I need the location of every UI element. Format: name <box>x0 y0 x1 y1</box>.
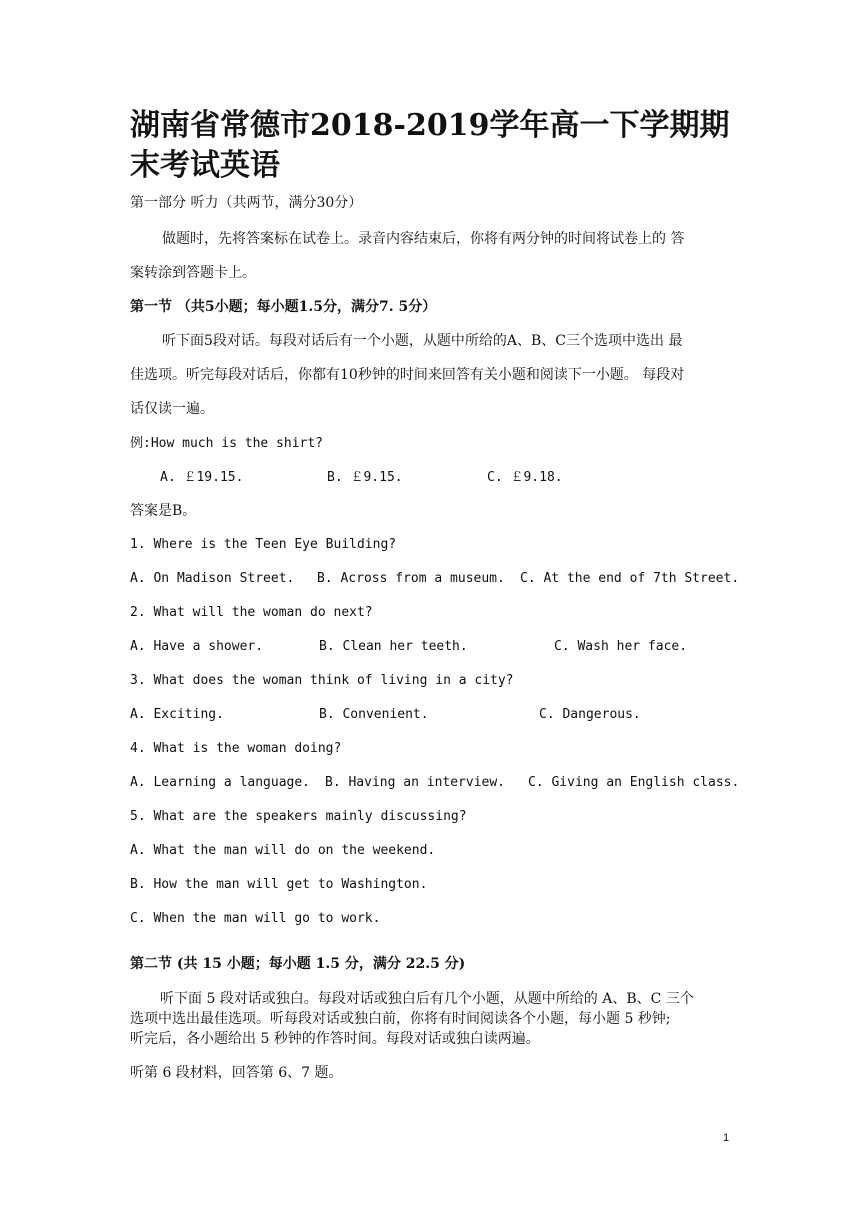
example-option-a: A. ￡19.15. <box>160 470 244 485</box>
question-5-option-c: C. When the man will go to work. <box>130 911 381 926</box>
section2-line-2: 选项中选出最佳选项。听每段对话或独白前，你将有时间阅读各个小题，每小题 5 秒钟; <box>130 1011 671 1027</box>
question-3-option-a: A. Exciting. <box>130 707 224 722</box>
question-4: 4. What is the woman doing? <box>130 741 342 756</box>
example-answer: 答案是B。 <box>130 503 197 519</box>
question-3: 3. What does the woman think of living in a city? <box>130 673 514 688</box>
section2-heading: 第二节 (共 15 小题；每小题 1.5 分，满分 22.5 分) <box>130 956 466 972</box>
question-4-option-c: C. Giving an English class. <box>528 775 740 790</box>
section1-line-1: 听下面5段对话。每段对话后有一个小题，从题中所给的A、B、C三个选项中选出 最 <box>162 333 683 349</box>
question-5-option-b: B. How the man will get to Washington. <box>130 877 428 892</box>
page-number: 1 <box>723 1132 730 1144</box>
part1-heading: 第一部分 听力（共两节，满分30分） <box>130 195 363 211</box>
question-4-option-a: A. Learning a language. <box>130 775 311 790</box>
question-1: 1. Where is the Teen Eye Building? <box>130 537 397 552</box>
section1-line-3: 话仅读一遍。 <box>130 401 214 417</box>
question-3-option-b: B. Convenient. <box>319 707 429 722</box>
instruction-line-1: 做题时，先将答案标在试卷上。录音内容结束后，你将有两分钟的时间将试卷上的 答 <box>162 231 685 247</box>
question-1-option-c: C. At the end of 7th Street. <box>520 571 740 586</box>
section2-line-1: 听下面 5 段对话或独白。每段对话或独白后有几个小题，从题中所给的 A、B、C 三个 <box>160 991 694 1007</box>
question-5: 5. What are the speakers mainly discussing? <box>130 809 467 824</box>
section2-material: 听第 6 段材料，回答第 6、7 题。 <box>130 1065 343 1081</box>
question-2-option-c: C. Wash her face. <box>554 639 688 654</box>
example-option-b: B. ￡9.15. <box>327 470 403 485</box>
question-2: 2. What will the woman do next? <box>130 605 373 620</box>
section1-heading: 第一节 （共5小题；每小题1.5分，满分7. 5分） <box>130 299 437 315</box>
question-2-option-b: B. Clean her teeth. <box>319 639 468 654</box>
question-2-option-a: A. Have a shower. <box>130 639 264 654</box>
section1-line-2: 佳选项。听完每段对话后，你都有10秒钟的时间来回答有关小题和阅读下一小题。 每段对 <box>130 367 685 383</box>
example-question: 例:How much is the shirt? <box>130 436 324 451</box>
instruction-line-2: 案转涂到答题卡上。 <box>130 265 256 281</box>
section2-line-3: 听完后，各小题给出 5 秒钟的作答时间。每段对话或独白读两遍。 <box>130 1031 540 1047</box>
example-option-c: C. ￡9.18. <box>487 470 563 485</box>
document-title: 湖南省常德市2018-2019学年高一下学期期末考试英语 <box>130 108 730 183</box>
question-5-option-a: A. What the man will do on the weekend. <box>130 843 436 858</box>
question-1-option-b: B. Across from a museum. <box>317 571 505 586</box>
question-1-option-a: A. On Madison Street. <box>130 571 295 586</box>
question-3-option-c: C. Dangerous. <box>539 707 641 722</box>
question-4-option-b: B. Having an interview. <box>325 775 506 790</box>
